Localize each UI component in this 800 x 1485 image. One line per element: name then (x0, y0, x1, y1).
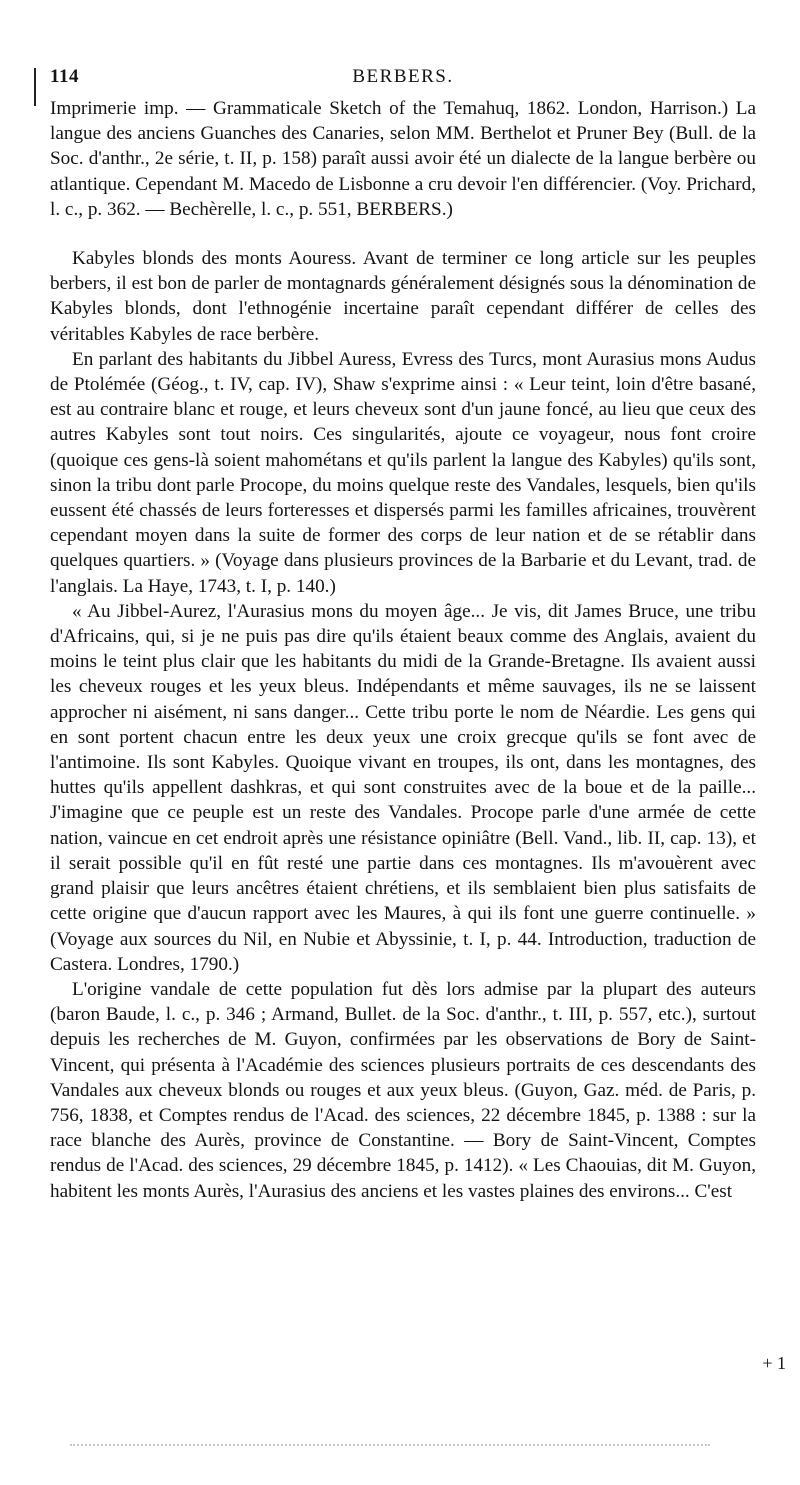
bottom-dotted-rule (70, 1444, 710, 1450)
margin-annotation: + 1 (762, 1353, 786, 1373)
paragraph-kabyles-blonds: Kabyles blonds des monts Aouress. Avant de terminer ce long article sur les peuples berbers, il est bon de parler de montagnards généralement désignés sous la dénomination de Kabyles blonds, dont l'ethnogénie incertaine paraît cependant différer de celles des véritables Kabyles de race berbère. (50, 248, 756, 345)
page-body (50, 96, 756, 1204)
paragraph-origine-vandale: L'origine vandale de cette population fut dès lors admise par la plupart des auteurs (baron Baude, l. c., p. 346 ; Armand, Bullet. de la Soc. d'anthr., t. III, p. 557, etc.), surtout depuis les recherches de M. Guyon, confirmées par les observations de Bory de Saint-Vincent, qui présenta à l'Académie des sciences plusieurs portraits de ces descendants des Vandales aux cheveux blonds ou rouges et aux yeux bleus. (Guyon, Gaz. méd. de Paris, p. 756, 1838, et Comptes rendus de l'Acad. des sciences, 22 décembre 1845, p. 1388 : sur la race blanche des Aurès, province de Constantine. — Bory de Saint-Vincent, Comptes rendus de l'Acad. des sciences, 29 décembre 1845, p. 1412). « Les Chaouias, dit M. Guyon, habitent les monts Aurès, l'Aurasius des anciens et les vastes plaines des environs... C'est (50, 978, 756, 1202)
book-page (50, 66, 786, 1373)
running-title: BERBERS. (352, 66, 454, 87)
page-number: 114 (50, 66, 79, 87)
paragraph-continuation: Imprimerie imp. — Grammaticale Sketch of the Temahuq, 1862. London, Harrison.) La langue des anciens Guanches des Canaries, selon MM. Berthelot et Pruner Bey (Bull. de la Soc. d'anthr., 2e série, t. II, p. 158) paraît aussi avoir été un dialecte de la langue berbère ou atlantique. Cependant M. Macedo de Lisbonne a cru devoir l'en différencier. (Voy. Prichard, l. c., p. 362. — Bechèrelle, l. c., p. 551, BERBERS.) (50, 98, 756, 220)
paragraph-bruce: « Au Jibbel-Aurez, l'Aurasius mons du moyen âge... Je vis, dit James Bruce, une tribu d'Africains, qui, si je ne puis pas dire qu'ils étaient beaux comme des Anglais, avaient du moins le teint plus clair que les habitants du midi de la Grande-Bretagne. Ils avaient aussi les cheveux rouges et les yeux bleus. Indépendants et même sauvages, ils ne se laissent approcher ni aisément, ni sans danger... Cette tribu porte le nom de Néardie. Les gens qui en sont portent chacun entre les deux yeux une croix grecque qu'ils se font avec de l'antimoine. Ils sont Kabyles. Quoique vivant en troupes, ils ont, dans les montagnes, des huttes qu'ils appellent dashkras, et qui sont construites avec de la boue et de la paille... J'imagine que ce peuple est un reste des Vandales. Procope parle d'une armée de cette nation, vaincue en cet endroit après une résistance opiniâtre (Bell. Vand., lib. II, cap. 13), et il serait possible qu'il en fût resté une partie dans ces montagnes. Ils m'avouèrent avec grand plaisir que leurs ancêtres étaient chrétiens, et ils semblaient bien plus satisfaits de cette origine que d'aucun rapport avec les Maures, à qui ils font une guerre continuelle. » (Voyage aux sources du Nil, en Nubie et Abyssinie, t. I, p. 44. Introduction, traduction de Castera. Londres, 1790.) (50, 600, 756, 975)
margin-rule (34, 68, 36, 106)
paragraph-shaw: En parlant des habitants du Jibbel Auress, Evress des Turcs, mont Aurasius mons Audus de Ptolémée (Géog., t. IV, cap. IV), Shaw s'exprime ainsi : « Leur teint, loin d'être basané, est au contraire blanc et rouge, et leurs cheveux sont d'un jaune foncé, au lieu que ceux des autres Kabyles sont tout noirs. Ces singularités, ajoute ce voyageur, nous font croire (quoique ces gens-là soient mahométans et qu'ils parlent la langue des Kabyles) qu'ils sont, sinon la tribu dont parle Procope, du moins quelque reste des Vandales, lesquels, bien qu'ils eussent été chassés de leurs forteresses et dispersés parmi les familles africaines, trouvèrent cependant moyen dans la suite de former des corps de leur nation et de se rétablir dans quelques quartiers. » (Voyage dans plusieurs provinces de la Barbarie et du Levant, trad. de l'anglais. La Haye, 1743, t. I, p. 140.) (50, 348, 756, 597)
page-header (50, 66, 756, 96)
